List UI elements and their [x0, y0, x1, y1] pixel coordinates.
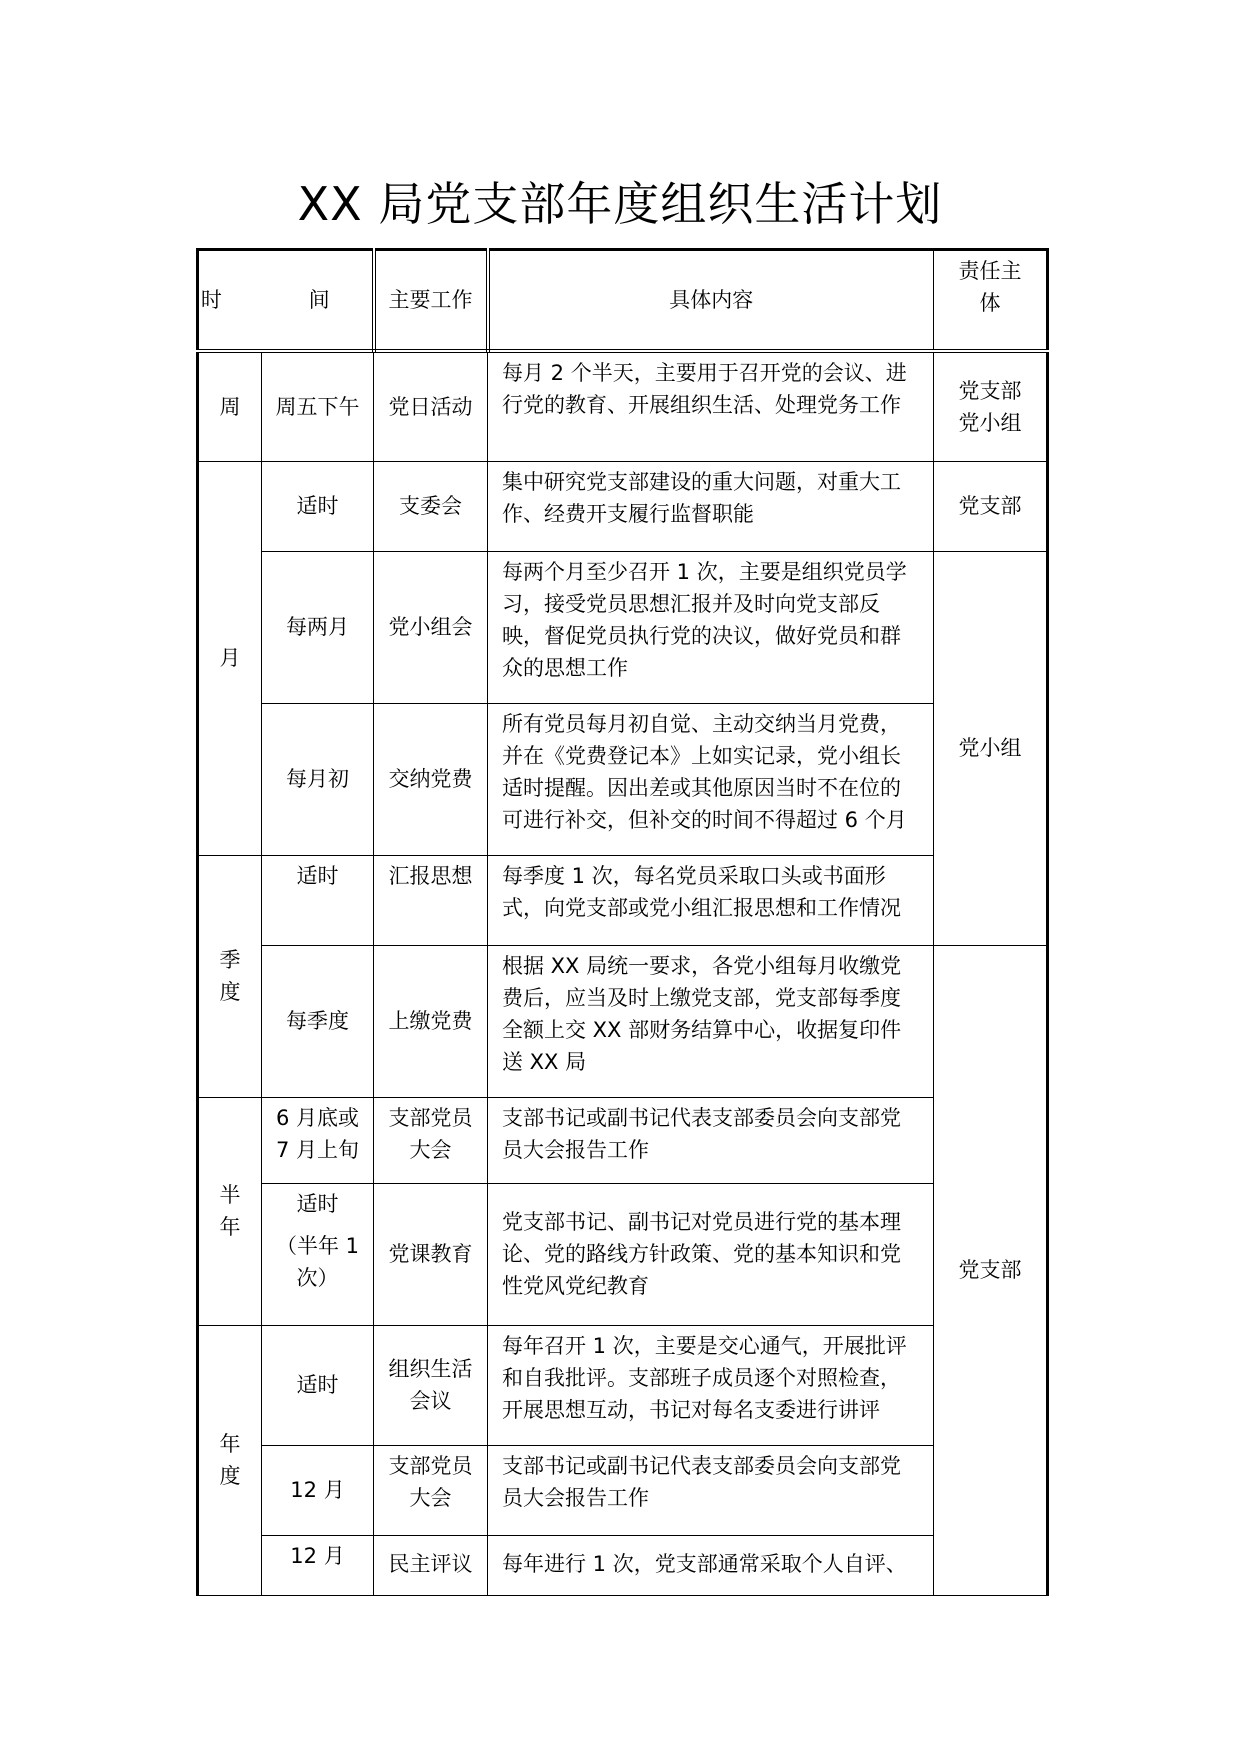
- row-time: 适时: [262, 855, 374, 945]
- header-work-label: 主要工作: [388, 288, 473, 312]
- table-row: [198, 855, 1048, 945]
- row-time: 12 月: [262, 1445, 374, 1535]
- header-work: [374, 250, 488, 352]
- row-owner: 党支部: [934, 461, 1048, 551]
- owner-line: 党小组: [958, 410, 1022, 435]
- period-half-char: 年: [219, 1215, 241, 1239]
- table-row: [198, 1183, 1048, 1325]
- row-time-line: 次）: [296, 1265, 339, 1290]
- row-content: 每两个月至少召开 1 次，主要是组织党员学习，接受党员思想汇报并及时向党支部反映，督促党员执行党的决议，做好党员和群众的思想工作: [488, 551, 934, 703]
- row-work: [374, 1097, 488, 1183]
- row-content: 每年进行 1 次，党支部通常采取个人自评、: [488, 1535, 934, 1595]
- row-time: 每季度: [262, 945, 374, 1097]
- row-content: 每季度 1 次，每名党员采取口头或书面形式，向党支部或党小组汇报思想和工作情况: [488, 855, 934, 945]
- row-content: 支部书记或副书记代表支部委员会向支部党员大会报告工作: [488, 1445, 934, 1535]
- table-row: [198, 1097, 1048, 1183]
- table-row: [198, 551, 1048, 703]
- header-time: [198, 250, 374, 352]
- row-content: 党支部书记、副书记对党员进行党的基本理论、党的路线方针政策、党的基本知识和党性党风党纪教育: [488, 1183, 934, 1325]
- row-work-line: 大会: [409, 1485, 452, 1510]
- period-half-char: 半: [219, 1183, 241, 1207]
- row-time: 适时: [262, 461, 374, 551]
- table-row: [198, 1535, 1048, 1595]
- row-work-line: 会议: [409, 1389, 452, 1413]
- plan-table: [196, 248, 1049, 1596]
- row-work-line: 支部党员: [388, 1105, 473, 1130]
- row-time: [262, 1183, 374, 1325]
- row-work: 党课教育: [374, 1183, 488, 1325]
- period-quarter-char: 季: [219, 948, 241, 972]
- row-work: 支委会: [374, 461, 488, 551]
- row-work: [374, 1325, 488, 1445]
- header-content-label: 具体内容: [669, 288, 754, 312]
- header-owner: [934, 250, 1048, 352]
- row-time: [262, 1097, 374, 1183]
- period-year: [198, 1325, 262, 1595]
- period-year-char: 度: [219, 1464, 241, 1488]
- row-time-line: 6 月底或: [275, 1105, 360, 1130]
- row-content: 根据 XX 局统一要求，各党小组每月收缴党费后，应当及时上缴党支部，党支部每季度全额上交 XX 部财务结算中心，收据复印件送 XX 局: [488, 945, 934, 1097]
- table-row: [198, 703, 1048, 855]
- table-row: [198, 461, 1048, 551]
- table-row: [198, 945, 1048, 1097]
- period-week: 周: [198, 351, 262, 461]
- period-month: 月: [198, 461, 262, 855]
- row-time: 每两月: [262, 551, 374, 703]
- row-owner: [934, 351, 1048, 461]
- row-work: 党日活动: [374, 351, 488, 461]
- row-work: 汇报思想: [374, 855, 488, 945]
- period-half-year: [198, 1097, 262, 1325]
- table-row: [198, 1445, 1048, 1535]
- row-work-line: 大会: [409, 1137, 452, 1162]
- table-header-row: [198, 250, 1048, 352]
- row-owner: 党小组: [934, 551, 1048, 945]
- row-time: 每月初: [262, 703, 374, 855]
- table-row: [198, 351, 1048, 461]
- row-time: 12 月: [262, 1535, 374, 1595]
- row-work: 交纳党费: [374, 703, 488, 855]
- header-owner-line1: 责任主: [958, 259, 1022, 283]
- row-work-line: 组织生活: [388, 1357, 473, 1381]
- row-work: 党小组会: [374, 551, 488, 703]
- period-quarter-char: 度: [219, 980, 241, 1004]
- header-owner-line2: 体: [979, 291, 1001, 315]
- row-work-line: 支部党员: [388, 1453, 473, 1478]
- header-time-label: 时 间: [200, 288, 370, 312]
- row-work: 上缴党费: [374, 945, 488, 1097]
- row-owner: 党支部: [934, 945, 1048, 1595]
- row-content: 集中研究党支部建设的重大问题，对重大工作、经费开支履行监督职能: [488, 461, 934, 551]
- row-work: [374, 1445, 488, 1535]
- row-time-line: 7 月上旬: [275, 1137, 360, 1162]
- header-content: [488, 250, 934, 352]
- row-time-line: 适时: [296, 1191, 339, 1216]
- owner-line: 党支部: [958, 378, 1022, 403]
- period-year-char: 年: [219, 1432, 241, 1456]
- document-title: XX 局党支部年度组织生活计划: [297, 177, 943, 231]
- row-time: 周五下午: [262, 351, 374, 461]
- row-content: 所有党员每月初自觉、主动交纳当月党费，并在《党费登记本》上如实记录，党小组长适时提醒。因出差或其他原因当时不在位的可进行补交，但补交的时间不得超过 6 个月: [488, 703, 934, 855]
- period-quarter: [198, 855, 262, 1097]
- table-row: [198, 1325, 1048, 1445]
- row-content: 支部书记或副书记代表支部委员会向支部党员大会报告工作: [488, 1097, 934, 1183]
- row-time: 适时: [262, 1325, 374, 1445]
- row-content: 每年召开 1 次，主要是交心通气，开展批评和自我批评。支部班子成员逐个对照检查，开展思想互动，书记对每名支委进行讲评: [488, 1325, 934, 1445]
- row-work: 民主评议: [374, 1535, 488, 1595]
- row-content: 每月 2 个半天，主要用于召开党的会议、进行党的教育、开展组织生活、处理党务工作: [488, 351, 934, 461]
- row-time-line: （半年 1: [275, 1233, 360, 1258]
